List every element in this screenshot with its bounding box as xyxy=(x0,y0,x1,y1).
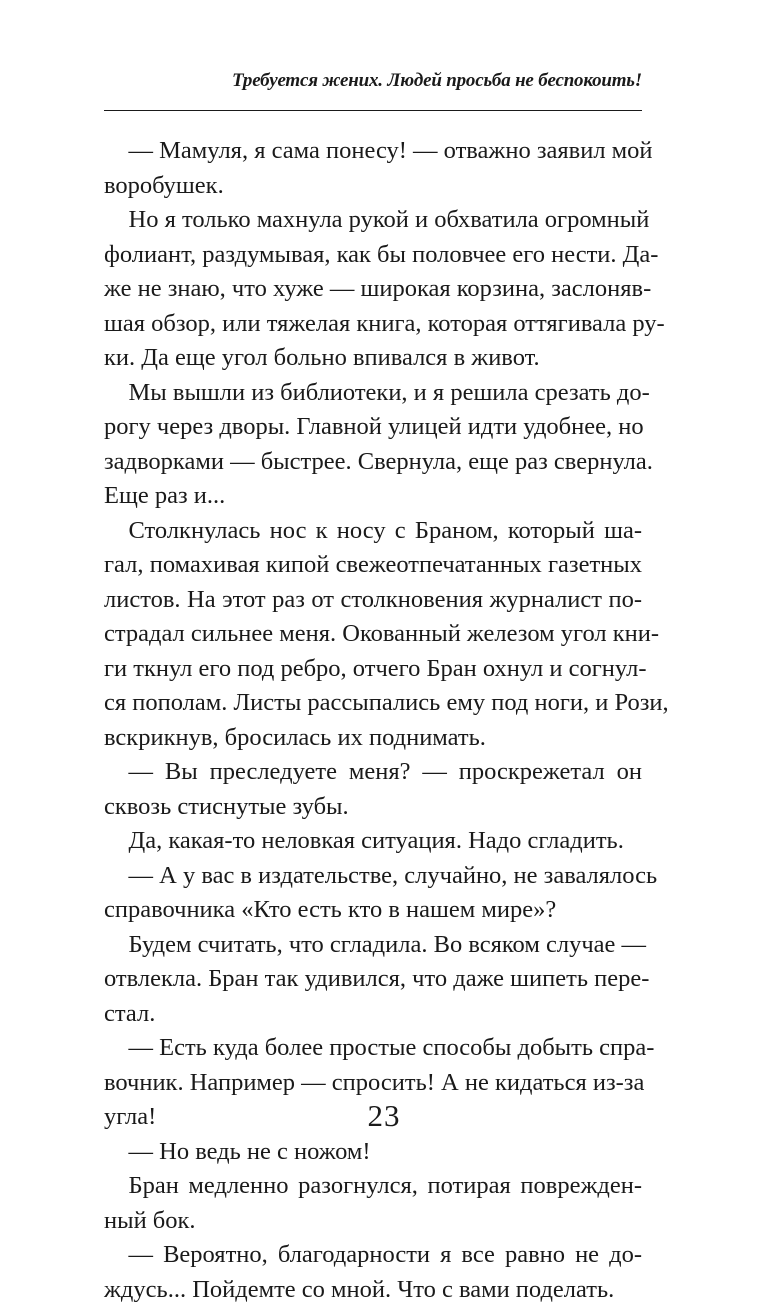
running-title: Требуется жених. Людей просьба не беспокоить! xyxy=(104,70,642,92)
paragraph xyxy=(104,1135,642,1170)
text-line: страдал сильнее меня. Окованный железом угол кни- xyxy=(104,617,642,652)
text-line: шая обзор, или тяжелая книга, которая оттягивала ру- xyxy=(104,307,642,342)
text-line: листов. На этот раз от столкновения журналист по- xyxy=(104,583,642,618)
text-line: Мы вышли из библиотеки, и я решила срезать до- xyxy=(104,376,642,411)
text-line: отвлекла. Бран так удивился, что даже шипеть пере- xyxy=(104,962,642,997)
text-line: Но я только махнула рукой и обхватила огромный xyxy=(104,203,642,238)
text-line: справочника «Кто есть кто в нашем мире»? xyxy=(104,893,642,928)
text-line: — Вы преследуете меня? — проскрежетал он xyxy=(104,755,642,790)
text-line: — Есть куда более простые способы добыть спра- xyxy=(104,1031,642,1066)
paragraph xyxy=(104,134,642,203)
paragraph xyxy=(104,1169,642,1238)
text-line: вочник. Например — спросить! А не кидаться из-за xyxy=(104,1066,642,1101)
paragraph xyxy=(104,203,642,376)
text-line: задворками — быстрее. Свернула, еще раз свернула. xyxy=(104,445,642,480)
text-line: ждусь... Пойдемте со мной. Что с вами поделать. xyxy=(104,1273,642,1307)
text-line: — Но ведь не с ножом! xyxy=(104,1135,642,1170)
text-line: ги ткнул его под ребро, отчего Бран охнул и согнул- xyxy=(104,652,642,687)
text-line: — Мамуля, я сама понесу! — отважно заявил мой xyxy=(104,134,642,169)
text-line: ный бок. xyxy=(104,1204,642,1239)
paragraph xyxy=(104,376,642,514)
text-line: Будем считать, что сгладила. Во всяком случае — xyxy=(104,928,642,963)
text-line: ся пополам. Листы рассыпались ему под ноги, и Рози, xyxy=(104,686,642,721)
text-line: же не знаю, что хуже — широкая корзина, заслоняв- xyxy=(104,272,642,307)
paragraph xyxy=(104,824,642,859)
text-line: Да, какая-то неловкая ситуация. Надо сгладить. xyxy=(104,824,642,859)
paragraph xyxy=(104,859,642,928)
text-line: угла! xyxy=(104,1100,642,1135)
text-line: сквозь стиснутые зубы. xyxy=(104,790,642,825)
text-line: вскрикнув, бросилась их поднимать. xyxy=(104,721,642,756)
header-rule xyxy=(104,110,642,111)
text-line: стал. xyxy=(104,997,642,1032)
text-line: фолиант, раздумывая, как бы половчее его нести. Да- xyxy=(104,238,642,273)
text-line: — Вероятно, благодарности я все равно не до- xyxy=(104,1238,642,1273)
page-number: 23 xyxy=(0,1098,768,1134)
text-line: рогу через дворы. Главной улицей идти удобнее, но xyxy=(104,410,642,445)
text-line: Столкнулась нос к носу с Браном, который ша- xyxy=(104,514,642,549)
text-line: гал, помахивая кипой свежеотпечатанных газетных xyxy=(104,548,642,583)
paragraph xyxy=(104,514,642,756)
text-line: Бран медленно разогнулся, потирая поврежден- xyxy=(104,1169,642,1204)
text-line: Еще раз и... xyxy=(104,479,642,514)
paragraph xyxy=(104,1238,642,1307)
text-line: воробушек. xyxy=(104,169,642,204)
text-line: ки. Да еще угол больно впивался в живот. xyxy=(104,341,642,376)
paragraph xyxy=(104,755,642,824)
text-line: — А у вас в издательстве, случайно, не завалялось xyxy=(104,859,642,894)
paragraph xyxy=(104,928,642,1032)
